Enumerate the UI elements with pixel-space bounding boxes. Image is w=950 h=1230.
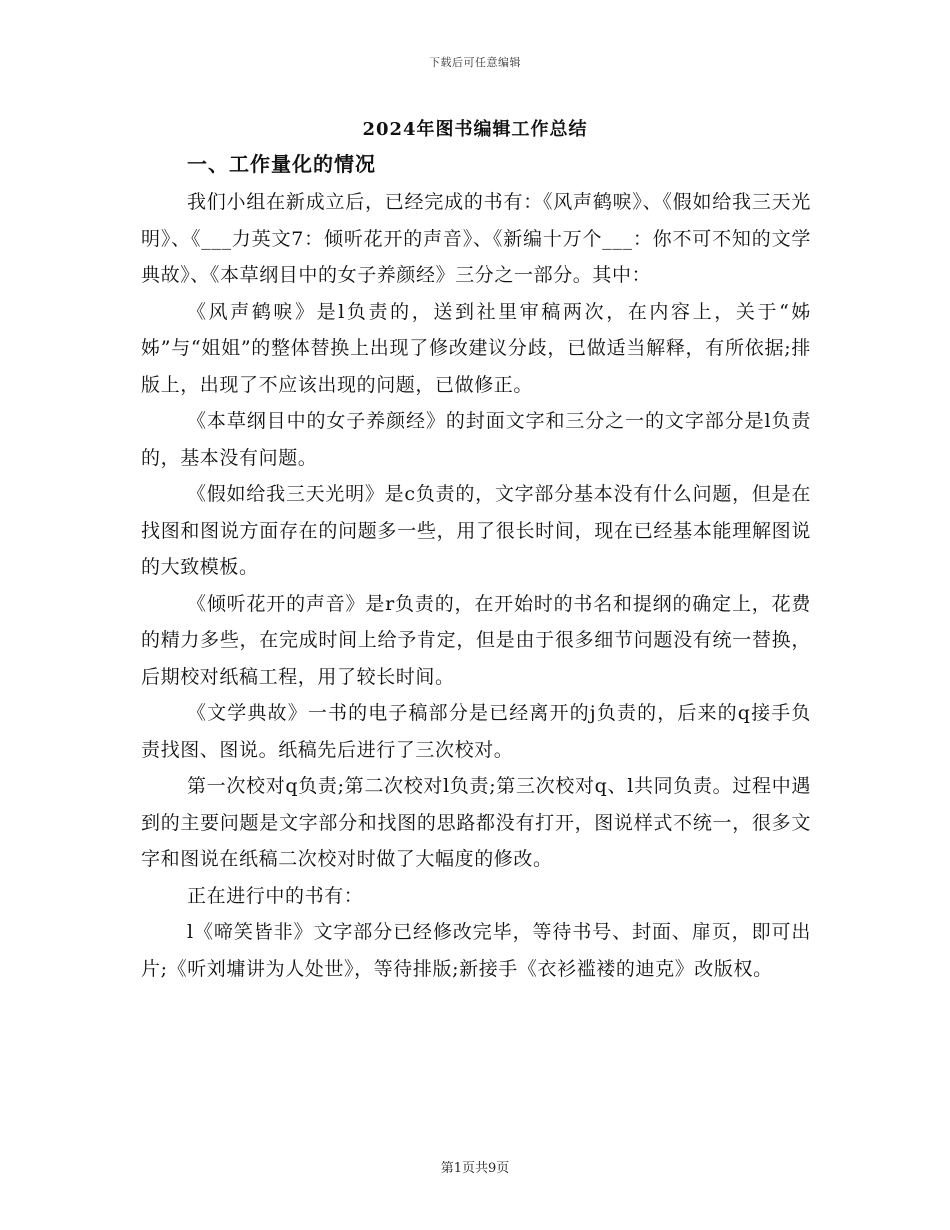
paragraph-literary-allusions: 《文学典故》一书的电子稿部分是已经离开的j负责的，后来的q接手负责找图、图说。纸稿先后进行了三次校对。 (141, 702, 811, 761)
paragraph-fengsheng-heli: 《风声鹤唳》是l负责的，送到社里审稿两次，在内容上，关于“姊姊”与“姐姐”的整体替换上出现了修改建议分歧，已做适当解释，有所依据;排版上，出现了不应该出现的问题，已做修正。 (141, 300, 811, 396)
paragraph-in-progress-intro: 正在进行中的书有： (187, 884, 364, 907)
paragraph-bencao-gangmu: 《本草纲目中的女子养颜经》的封面文字和三分之一的文字部分是l负责的，基本没有问题。 (141, 410, 811, 469)
header-note: 下载后可任意编辑 (429, 56, 521, 69)
paragraph-proofreading-rounds: 第一次校对q负责;第二次校对l负责;第三次校对q、l共同负责。过程中遇到的主要问题是文字部分和找图的思路都没有打开，图说样式不统一，很多文字和图说在纸稿二次校对时做了大幅度的修改。 (141, 775, 811, 870)
document-title: 2024年图书编辑工作总结 (362, 119, 588, 140)
paragraph-flowers-blooming: 《倾听花开的声音》是r负责的，在开始时的书名和提纲的确定上，花费的精力多些，在完成时间上给予肯定，但是由于很多细节问题没有统一替换，后期校对纸稿工程，用了较长时间。 (141, 592, 811, 688)
paragraph-completed-books: 我们小组在新成立后，已经完成的书有：《风声鹤唳》、《假如给我三天光明》、《___力英文7：倾听花开的声音》、《新编十万个___：你不可不知的文学典故》、《本草纲目中的女子养颜经》三分之一部分。其中： (141, 191, 811, 286)
section-heading: 一、工作量化的情况 (187, 152, 376, 176)
paragraph-in-progress-books: l《啼笑皆非》文字部分已经修改完毕，等待书号、封面、扉页，即可出片;《听刘墉讲为人处世》，等待排版;新接手《衣衫褴褛的迪克》改版权。 (141, 921, 811, 980)
document-body (141, 148, 811, 987)
page-number: 第1页共9页 (440, 1161, 510, 1176)
paragraph-three-days-light: 《假如给我三天光明》是c负责的，文字部分基本没有什么问题，但是在找图和图说方面存在的问题多一些，用了很长时间，现在已经基本能理解图说的大致模板。 (141, 483, 811, 578)
